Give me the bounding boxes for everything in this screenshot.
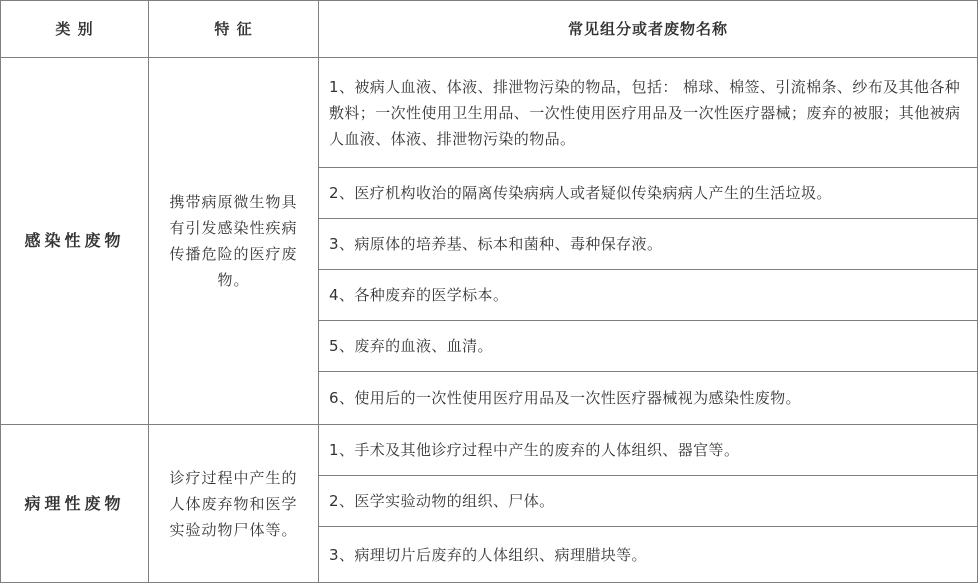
item-infectious-2: 2、医疗机构收治的隔离传染病病人或者疑似传染病病人产生的生活垃圾。 <box>319 168 978 219</box>
item-infectious-6: 6、使用后的一次性使用医疗用品及一次性医疗器械视为感染性废物。 <box>319 372 978 425</box>
item-pathological-2: 2、医学实验动物的组织、尸体。 <box>319 476 978 527</box>
item-pathological-3: 3、病理切片后废弃的人体组织、病理腊块等。 <box>319 527 978 583</box>
header-row <box>1 1 978 58</box>
header-category: 类 别 <box>1 1 149 58</box>
category-infectious: 感染性废物 <box>1 58 149 425</box>
header-feature: 特 征 <box>149 1 319 58</box>
item-pathological-1: 1、手术及其他诊疗过程中产生的废弃的人体组织、器官等。 <box>319 425 978 476</box>
table-row <box>1 425 978 476</box>
category-pathological: 病理性废物 <box>1 425 149 583</box>
table-row <box>1 58 978 168</box>
item-infectious-3: 3、病原体的培养基、标本和菌种、毒种保存液。 <box>319 219 978 270</box>
item-infectious-4: 4、各种废弃的医学标本。 <box>319 270 978 321</box>
feature-infectious: 携带病原微生物具有引发感染性疾病传播危险的医疗废物。 <box>149 58 319 425</box>
item-infectious-1: 1、被病人血液、体液、排泄物污染的物品，包括： 棉球、棉签、引流棉条、纱布及其他各种敷料；一次性使用卫生用品、一次性使用医疗用品及一次性医疗器械；废弃的被服；其他被病人血液、体液、排泄物污染的物品。 <box>319 58 978 168</box>
item-infectious-5: 5、废弃的血液、血清。 <box>319 321 978 372</box>
header-components: 常见组分或者废物名称 <box>319 1 978 58</box>
feature-pathological: 诊疗过程中产生的人体废弃物和医学实验动物尸体等。 <box>149 425 319 583</box>
